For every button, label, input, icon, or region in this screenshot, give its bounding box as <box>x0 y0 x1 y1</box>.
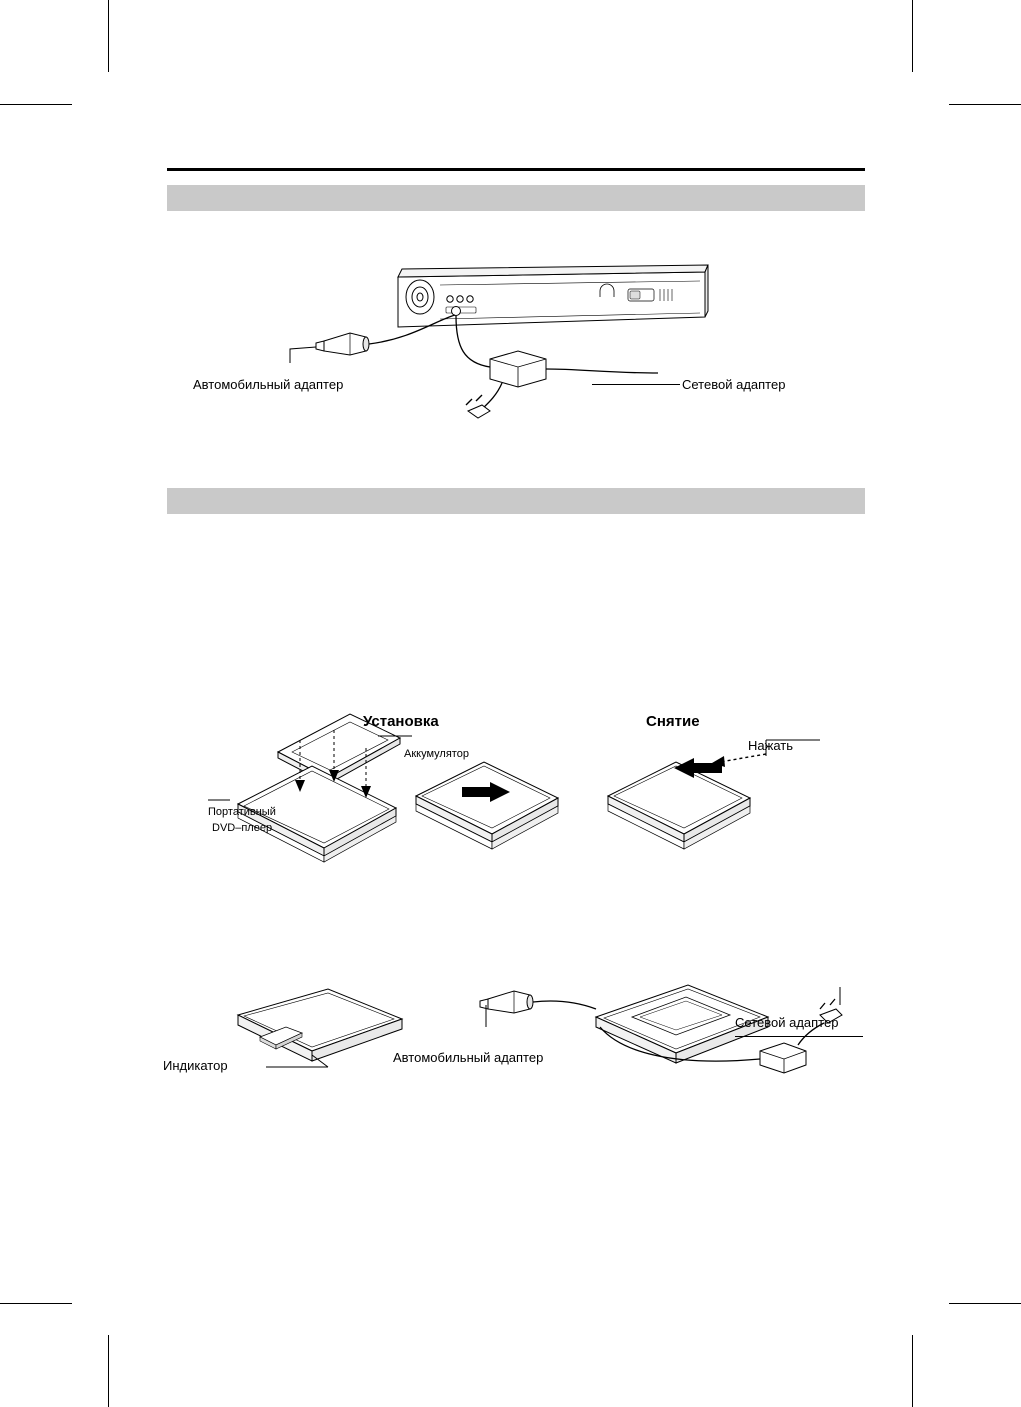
label-portable-dvd-line1: Портативный <box>208 806 276 818</box>
label-car-adapter-power: Автомобильный адаптер <box>193 377 344 392</box>
label-battery: Аккумулятор <box>404 748 469 760</box>
label-portable-dvd-line2: DVD–плеер <box>212 822 273 834</box>
section-top-rule <box>167 168 865 171</box>
section-heading-bar-battery <box>167 488 865 514</box>
label-ac-adapter-charge: Сетевой адаптер <box>735 1015 839 1030</box>
leader-ac-adapter-power <box>592 384 680 385</box>
label-car-adapter-charge: Автомобильный адаптер <box>393 1050 544 1065</box>
leader-ac-adapter-charge <box>735 1036 863 1037</box>
label-press: Нажать <box>748 738 793 753</box>
figure-battery-install <box>200 700 820 870</box>
figure-battery-charge <box>200 975 890 1105</box>
label-ac-adapter-power: Сетевой адаптер <box>682 377 786 392</box>
figure-power-connection <box>250 255 810 435</box>
label-install-title: Установка <box>363 713 439 730</box>
label-indicator: Индикатор <box>163 1058 228 1073</box>
section-heading-bar-power <box>167 185 865 211</box>
label-remove-title: Снятие <box>646 713 700 730</box>
